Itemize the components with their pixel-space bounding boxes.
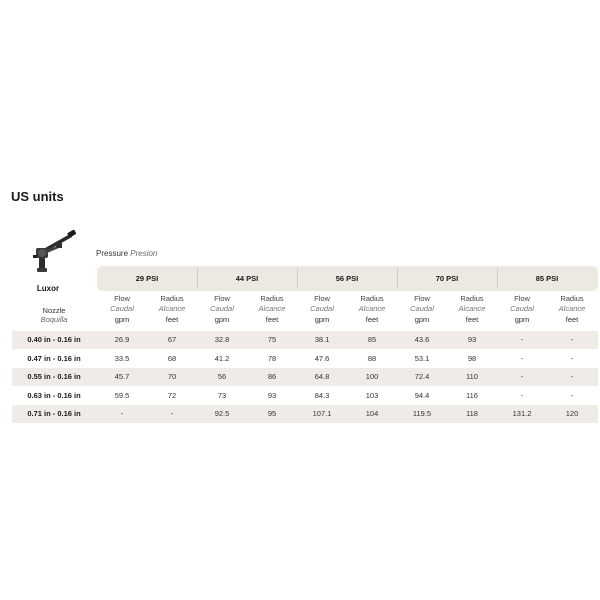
product-name: Luxor <box>36 284 60 293</box>
page-title: US units <box>11 189 64 204</box>
flow-value-cell: 107.1 <box>312 409 332 418</box>
table-row <box>12 368 598 386</box>
flow-unit: gpm <box>514 315 530 324</box>
pressure-label-text: Pressure <box>96 249 129 258</box>
radius-unit: feet <box>265 315 279 324</box>
nozzle-size-cell: 0.63 in - 0.16 in <box>27 390 81 400</box>
radius-value-cell: 85 <box>367 335 377 344</box>
radius-value-cell: 72 <box>167 390 177 400</box>
nozzle-label-text: Nozzle <box>42 306 66 315</box>
nozzle-size-cell: 0.55 in - 0.16 in <box>27 372 81 381</box>
flow-label-alt: Caudal <box>110 304 134 313</box>
flow-value-cell: 131.2 <box>512 409 532 418</box>
radius-label-alt: Alcance <box>458 304 486 313</box>
radius-subheader <box>547 294 597 325</box>
flow-label: Flow <box>414 294 430 303</box>
pressure-label-alt: Presion <box>130 249 158 258</box>
flow-value-cell: 92.5 <box>214 409 230 418</box>
flow-label-alt: Caudal <box>410 304 434 313</box>
psi-divider <box>497 268 498 289</box>
radius-unit: feet <box>565 315 579 324</box>
flow-label: Flow <box>114 294 130 303</box>
flow-value-cell: - <box>520 372 524 381</box>
radius-value-cell: 75 <box>267 335 277 344</box>
flow-value-cell: - <box>520 390 524 400</box>
radius-label-alt: Alcance <box>558 304 586 313</box>
radius-value-cell: 110 <box>466 372 478 381</box>
radius-label: Radius <box>560 294 584 303</box>
flow-subheader <box>197 294 247 325</box>
radius-subheader <box>147 294 197 325</box>
sprinkler-gun-icon <box>24 226 84 278</box>
flow-value-cell: 94.4 <box>414 390 430 400</box>
radius-value-cell: - <box>570 353 574 363</box>
radius-label-alt: Alcance <box>358 304 386 313</box>
flow-value-cell: 64.8 <box>314 372 330 381</box>
flow-label-alt: Caudal <box>210 304 234 313</box>
radius-subheader <box>347 294 397 325</box>
flow-value-cell: 41.2 <box>214 353 230 363</box>
nozzle-size-cell: 0.71 in - 0.16 in <box>27 409 81 418</box>
nozzle-label <box>12 306 96 324</box>
radius-value-cell: 118 <box>466 409 478 418</box>
table-row <box>12 387 598 405</box>
table-row <box>12 350 598 368</box>
radius-value-cell: 86 <box>267 372 277 381</box>
flow-label-alt: Caudal <box>510 304 534 313</box>
table-row <box>12 405 598 423</box>
radius-label-alt: Alcance <box>258 304 286 313</box>
psi-column-header: 44 PSI <box>235 274 259 283</box>
flow-value-cell: 56 <box>217 372 227 381</box>
radius-value-cell: 104 <box>365 409 379 418</box>
psi-column-header: 56 PSI <box>335 274 359 283</box>
radius-value-cell: - <box>170 409 174 418</box>
psi-column-header: 29 PSI <box>135 274 159 283</box>
psi-divider <box>397 268 398 289</box>
nozzle-size-cell: 0.47 in - 0.16 in <box>27 353 81 363</box>
pressure-label <box>96 249 157 258</box>
radius-value-cell: - <box>570 372 574 381</box>
flow-value-cell: 26.9 <box>114 335 130 344</box>
radius-value-cell: - <box>570 335 574 344</box>
flow-unit: gpm <box>314 315 330 324</box>
radius-value-cell: 98 <box>467 353 477 363</box>
radius-value-cell: 100 <box>365 372 379 381</box>
radius-value-cell: 93 <box>467 335 477 344</box>
radius-unit: feet <box>465 315 479 324</box>
radius-value-cell: - <box>570 390 574 400</box>
flow-value-cell: 45.7 <box>114 372 130 381</box>
radius-value-cell: 67 <box>167 335 177 344</box>
radius-value-cell: 93 <box>267 390 277 400</box>
flow-value-cell: 84.3 <box>314 390 330 400</box>
flow-value-cell: 32.8 <box>214 335 230 344</box>
flow-value-cell: 33.5 <box>114 353 130 363</box>
radius-subheader <box>247 294 297 325</box>
radius-value-cell: 88 <box>367 353 377 363</box>
flow-value-cell: - <box>520 335 524 344</box>
radius-label: Radius <box>160 294 184 303</box>
flow-value-cell: 43.6 <box>414 335 430 344</box>
flow-unit: gpm <box>114 315 130 324</box>
radius-unit: feet <box>365 315 379 324</box>
flow-value-cell: 38.1 <box>314 335 330 344</box>
psi-column-header: 85 PSI <box>535 274 559 283</box>
radius-label-alt: Alcance <box>158 304 186 313</box>
flow-label-alt: Caudal <box>310 304 334 313</box>
flow-subheader <box>297 294 347 325</box>
radius-unit: feet <box>165 315 179 324</box>
flow-subheader <box>97 294 147 325</box>
psi-column-header: 70 PSI <box>435 274 459 283</box>
flow-value-cell: - <box>520 353 524 363</box>
flow-value-cell: 119.5 <box>412 409 432 418</box>
flow-value-cell: 72.4 <box>414 372 430 381</box>
radius-label: Radius <box>360 294 384 303</box>
psi-divider <box>297 268 298 289</box>
flow-unit: gpm <box>214 315 230 324</box>
nozzle-size-cell: 0.40 in - 0.16 in <box>27 335 81 344</box>
flow-value-cell: - <box>120 409 124 418</box>
flow-subheader <box>397 294 447 325</box>
radius-value-cell: 68 <box>167 353 177 363</box>
radius-value-cell: 78 <box>267 353 277 363</box>
radius-value-cell: 70 <box>167 372 177 381</box>
radius-value-cell: 120 <box>565 409 579 418</box>
flow-unit: gpm <box>414 315 430 324</box>
radius-label: Radius <box>260 294 284 303</box>
nozzle-label-alt: Boquilla <box>40 315 68 324</box>
flow-label: Flow <box>314 294 330 303</box>
flow-value-cell: 59.5 <box>114 390 130 400</box>
radius-label: Radius <box>460 294 484 303</box>
product-block <box>12 226 96 296</box>
psi-divider <box>197 268 198 289</box>
flow-subheader <box>497 294 547 325</box>
radius-value-cell: 116 <box>466 390 478 400</box>
table-row <box>12 331 598 349</box>
flow-value-cell: 47.6 <box>314 353 330 363</box>
flow-value-cell: 73 <box>217 390 227 400</box>
radius-subheader <box>447 294 497 325</box>
flow-label: Flow <box>214 294 230 303</box>
flow-value-cell: 53.1 <box>414 353 430 363</box>
flow-label: Flow <box>514 294 530 303</box>
radius-value-cell: 95 <box>267 409 277 418</box>
radius-value-cell: 103 <box>365 390 379 400</box>
